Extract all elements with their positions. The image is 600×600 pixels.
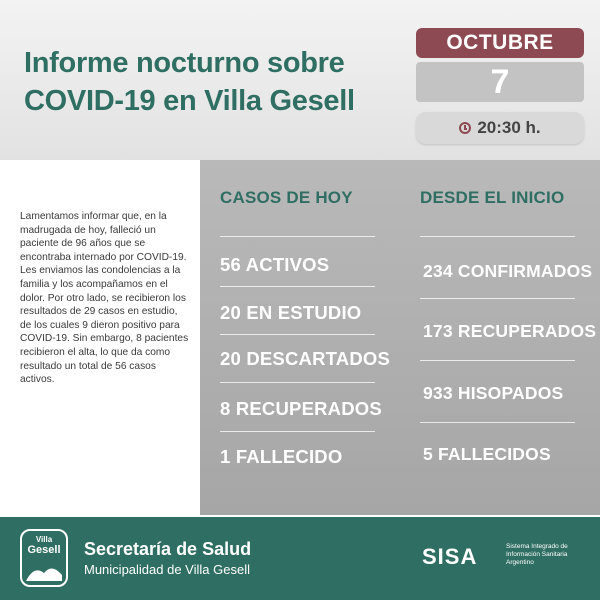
since-start-item: 5 FALLECIDOS <box>423 444 551 464</box>
today-item: 8 RECUPERADOS <box>220 398 382 419</box>
divider <box>420 422 575 423</box>
day-badge: 7 <box>416 62 584 102</box>
since-start-column <box>395 160 600 515</box>
sisa-logo: SISA <box>422 544 478 569</box>
time-badge <box>416 112 584 144</box>
time-text: 20:30 h. <box>477 118 541 137</box>
today-item: 56 ACTIVOS <box>220 254 330 275</box>
since-start-heading: DESDE EL INICIO <box>420 188 565 207</box>
divider <box>220 236 375 237</box>
clock-icon <box>459 122 471 134</box>
secretaria-title: Secretaría de Salud <box>84 539 252 559</box>
today-column <box>200 160 390 515</box>
stats-panel <box>200 160 600 515</box>
dune-icon <box>26 561 62 581</box>
today-item: 20 EN ESTUDIO <box>220 302 362 323</box>
today-heading: CASOS DE HOY <box>220 188 353 207</box>
secretaria-subtitle: Municipalidad de Villa Gesell <box>84 562 250 577</box>
divider <box>220 334 375 335</box>
divider <box>220 286 375 287</box>
report-text: Lamentamos informar que, en la madrugada de hoy, falleció un paciente de 96 años que se encontraba internado por COVID-19. Les enviamos las condolencias a la familia y los acompañamos en el dolor. Por otro lado, se recibieron los resultados de 29 casos en estudio, de los cuales 9 dieron positivo para COVID-19. Sin embargo, 8 pacientes recibieron el alta, lo que da como resultado un total de 56 casos activos. <box>20 211 189 386</box>
villa-gesell-logo: Villa Gesell <box>20 529 68 587</box>
page-title: Informe nocturno sobre COVID-19 en Villa Gesell <box>24 47 355 117</box>
footer <box>0 517 600 600</box>
since-start-item: 173 RECUPERADOS <box>423 321 597 341</box>
divider <box>420 360 575 361</box>
today-item: 20 DESCARTADOS <box>220 348 391 369</box>
divider <box>220 431 375 432</box>
since-start-item: 234 CONFIRMADOS <box>423 261 593 281</box>
header-band <box>0 0 600 160</box>
sisa-description: Sistema Integrado de Información Sanitaria Argentino <box>506 543 568 566</box>
today-item: 1 FALLECIDO <box>220 446 343 467</box>
divider <box>420 236 575 237</box>
divider <box>220 382 375 383</box>
month-badge: OCTUBRE <box>416 28 584 58</box>
since-start-item: 933 HISOPADOS <box>423 383 564 403</box>
divider <box>420 298 575 299</box>
